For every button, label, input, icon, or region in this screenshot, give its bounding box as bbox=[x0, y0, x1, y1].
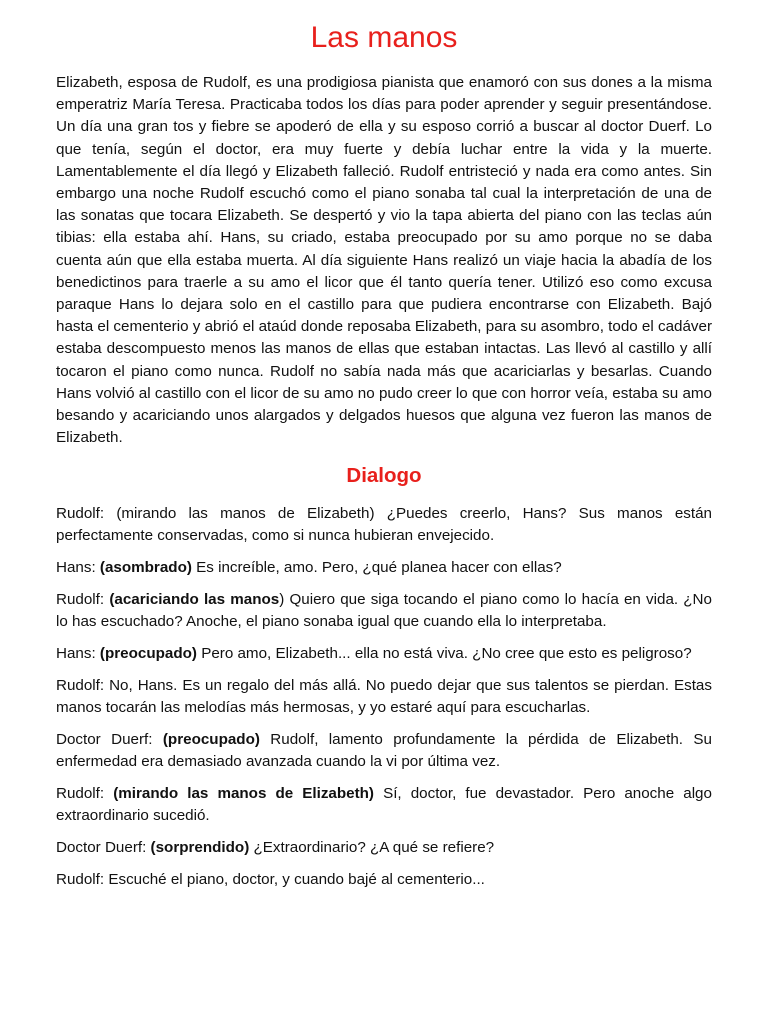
dialog-line: Rudolf: (mirando las manos de Elizabeth) ¿Puedes creerlo, Hans? Sus manos están perfectamente conservadas, como si nunca hubieran envejecido. bbox=[56, 505, 712, 545]
dialog-line: Rudolf: Escuché el piano, doctor, y cuando bajé al cementerio... bbox=[56, 871, 485, 889]
dialog-line: Rudolf: No, Hans. Es un regalo del más allá. No puedo dejar que sus talentos se pierdan. Estas manos tocarán las melodías más hermosas, y yo estaré aquí para escucharlas. bbox=[56, 677, 712, 717]
dialog-line: Hans: (asombrado) Es increíble, amo. Pero, ¿qué planea hacer con ellas? bbox=[56, 559, 562, 577]
dialog-line: Rudolf: (mirando las manos de Elizabeth) Sí, doctor, fue devastador. Pero anoche algo extraordinario sucedió. bbox=[56, 785, 712, 825]
dialog-line: Hans: (preocupado) Pero amo, Elizabeth... ella no está viva. ¿No cree que esto es peligroso? bbox=[56, 645, 692, 663]
dialog-line: Doctor Duerf: (sorprendido) ¿Extraordinario? ¿A qué se refiere? bbox=[56, 839, 495, 857]
dialog-line: Doctor Duerf: (preocupado) Rudolf, lamento profundamente la pérdida de Elizabeth. Su enfermedad era demasiado avanzada cuando la vi por última vez. bbox=[56, 731, 712, 771]
dialog-section bbox=[56, 503, 712, 891]
dialog-title: Dialogo bbox=[346, 464, 422, 488]
page-title: Las manos bbox=[310, 21, 458, 54]
dialog-line: Rudolf: (acariciando las manos) Quiero que siga tocando el piano como lo hacía en vida. ¿No lo has escuchado? Anoche, el piano sonaba igual que cuando ella lo interpretaba. bbox=[56, 591, 712, 631]
story-paragraph: Elizabeth, esposa de Rudolf, es una prodigiosa pianista que enamoró con sus dones a la misma emperatriz María Teresa. Practicaba todos los días para poder aprender y seguir presentándose. Un día una gran tos y fiebre se apoderó de ella y su esposo corrió a buscar al doctor Duerf. Lo que tenía, según el doctor, era muy fuerte y debía luchar entre la vida y la muerte. Lamentablemente el día llegó y Elizabeth falleció. Rudolf entristeció y nada era como antes. Sin embargo una noche Rudolf escuchó como el piano sonaba tal cual la interpretación de una de las sonatas que tocara Elizabeth. Se despertó y vio la tapa abierta del piano con las teclas aún tibias: ella estaba ahí. Hans, su criado, estaba preocupado por su amo porque no se daba cuenta aún que ella estaba muerta. Al día siguiente Hans realizó un viaje hacia la abadía de los benedictinos para traerle a su amo el licor que él tanto quería tener. Utilizó eso como excusa paraque Hans lo dejara solo en el castillo para que pudiera encontrarse con Elizabeth. Bajó hasta el cementerio y abrió el ataúd donde reposaba Elizabeth, para su asombro, todo el cadáver estaba descompuesto menos las manos de ellas que estaban intactas. Las llevó al castillo y allí tocaron el piano como nunca. Rudolf no sabía nada más que acariciarlas y besarlas. Cuando Hans volvió al castillo con el licor de su amo no pudo creer lo que con horror veía, estaba su amo besando y acariciando unos alargados y delgados huesos que alguna vez fueron las manos de Elizabeth. bbox=[56, 74, 713, 447]
